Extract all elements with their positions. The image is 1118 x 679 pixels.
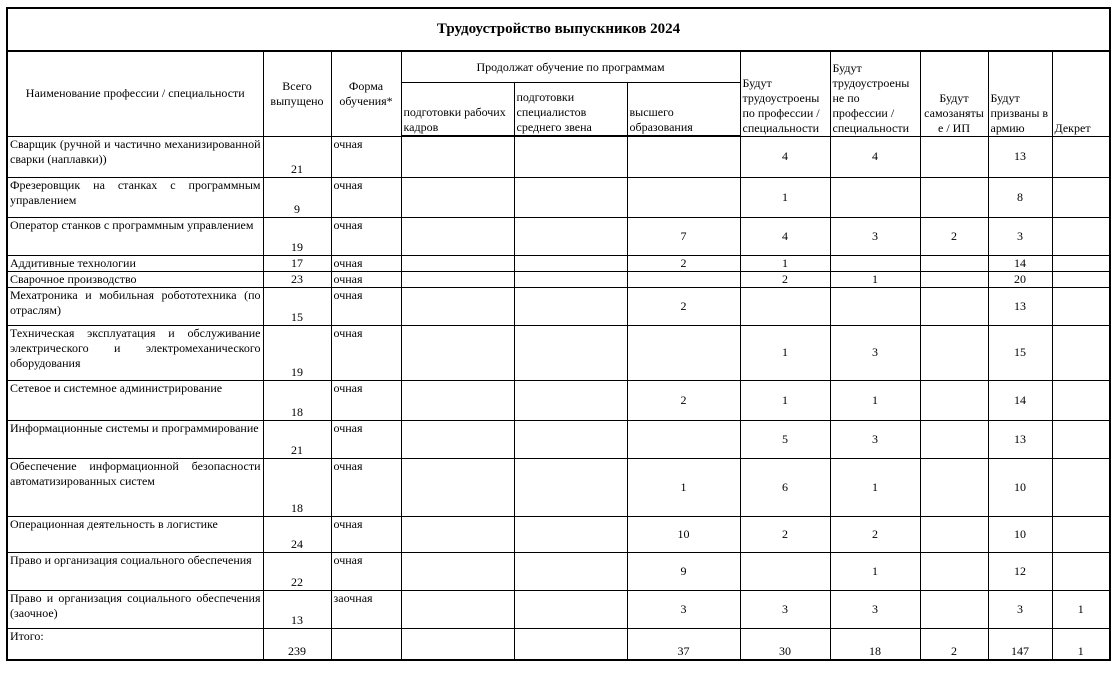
row-cont-higher: 3 [627, 590, 740, 628]
table-row [7, 380, 1110, 420]
row-army: 8 [988, 177, 1052, 217]
row-decree [1052, 217, 1110, 255]
header-cont-mid: подготовки специалистов среднего звена [514, 83, 627, 137]
row-study-form: очная [331, 380, 401, 420]
row-cont-mid [514, 177, 627, 217]
header-decree: Декрет [1052, 51, 1110, 136]
table-row [7, 590, 1110, 628]
row-cont-higher [627, 271, 740, 287]
row-total-graduates: 9 [263, 177, 331, 217]
row-self-employed [920, 255, 988, 271]
row-cont-higher: 2 [627, 255, 740, 271]
row-employed-out [830, 255, 920, 271]
table-row [7, 287, 1110, 325]
table-row [7, 271, 1110, 287]
row-study-form: очная [331, 136, 401, 177]
header-army: Будут призваны в армию [988, 51, 1052, 136]
header-self-employed: Будут самозаняты е / ИП [920, 51, 988, 136]
row-self-employed [920, 590, 988, 628]
row-name: Сварочное производство [7, 271, 263, 287]
row-cont-higher: 1 [627, 458, 740, 516]
row-study-form: очная [331, 458, 401, 516]
row-army: 20 [988, 271, 1052, 287]
row-employed-out: 3 [830, 325, 920, 380]
row-army: 13 [988, 287, 1052, 325]
row-name: Оператор станков с программным управлением [7, 217, 263, 255]
table-row [7, 217, 1110, 255]
row-total-graduates: 239 [263, 628, 331, 660]
row-employed-in: 1 [740, 177, 830, 217]
row-total-graduates: 19 [263, 325, 331, 380]
row-decree [1052, 136, 1110, 177]
row-cont-higher [627, 420, 740, 458]
row-self-employed [920, 516, 988, 552]
row-cont-higher: 37 [627, 628, 740, 660]
row-name: Фрезеровщик на станках с программным управлением [7, 177, 263, 217]
graduates-employment-table [6, 7, 1111, 661]
header-cont-higher: высшего образования [627, 83, 740, 137]
row-cont-mid [514, 420, 627, 458]
row-total-graduates: 15 [263, 287, 331, 325]
row-study-form: очная [331, 271, 401, 287]
row-army: 14 [988, 255, 1052, 271]
row-total-graduates: 13 [263, 590, 331, 628]
row-study-form: очная [331, 516, 401, 552]
row-cont-higher: 9 [627, 552, 740, 590]
row-cont-mid [514, 136, 627, 177]
row-employed-in: 3 [740, 590, 830, 628]
row-employed-out: 4 [830, 136, 920, 177]
row-employed-in: 1 [740, 325, 830, 380]
row-employed-out: 1 [830, 271, 920, 287]
row-decree: 1 [1052, 590, 1110, 628]
row-name: Сетевое и системное администрирование [7, 380, 263, 420]
row-employed-out: 3 [830, 590, 920, 628]
row-cont-workers [401, 177, 514, 217]
row-self-employed [920, 380, 988, 420]
row-cont-workers [401, 136, 514, 177]
row-self-employed [920, 420, 988, 458]
header-total: Всего выпущено [263, 51, 331, 136]
row-study-form: очная [331, 420, 401, 458]
row-total-graduates: 18 [263, 380, 331, 420]
row-army: 13 [988, 136, 1052, 177]
row-decree [1052, 287, 1110, 325]
row-army: 10 [988, 516, 1052, 552]
row-self-employed [920, 271, 988, 287]
report-sheet [6, 7, 1111, 661]
row-self-employed [920, 458, 988, 516]
row-self-employed [920, 287, 988, 325]
row-decree [1052, 177, 1110, 217]
row-cont-mid [514, 271, 627, 287]
row-army: 15 [988, 325, 1052, 380]
row-employed-out: 2 [830, 516, 920, 552]
row-total-graduates: 24 [263, 516, 331, 552]
header-cont-workers: подготовки рабочих кадров [401, 83, 514, 137]
row-self-employed: 2 [920, 628, 988, 660]
row-army: 13 [988, 420, 1052, 458]
row-cont-workers [401, 628, 514, 660]
header-continue-group: Продолжат обучение по программам [401, 51, 740, 83]
row-cont-mid [514, 325, 627, 380]
table-title: Трудоустройство выпускников 2024 [7, 8, 1110, 51]
header-employed-in: Будут трудоустроены по профессии / специальности [740, 51, 830, 136]
row-self-employed: 2 [920, 217, 988, 255]
row-decree [1052, 325, 1110, 380]
row-name: Итого: [7, 628, 263, 660]
row-decree [1052, 458, 1110, 516]
table-row [7, 325, 1110, 380]
row-cont-higher: 10 [627, 516, 740, 552]
table-row [7, 177, 1110, 217]
row-army: 3 [988, 217, 1052, 255]
row-employed-out [830, 287, 920, 325]
row-cont-workers [401, 590, 514, 628]
row-cont-higher: 2 [627, 380, 740, 420]
row-self-employed [920, 136, 988, 177]
row-name: Операционная деятельность в логистике [7, 516, 263, 552]
row-self-employed [920, 552, 988, 590]
header-form: Форма обучения* [331, 51, 401, 136]
row-total-graduates: 19 [263, 217, 331, 255]
row-decree [1052, 552, 1110, 590]
row-employed-out: 1 [830, 458, 920, 516]
row-cont-mid [514, 217, 627, 255]
row-study-form: очная [331, 217, 401, 255]
row-army: 147 [988, 628, 1052, 660]
row-cont-higher [627, 177, 740, 217]
row-employed-in: 2 [740, 516, 830, 552]
row-study-form: очная [331, 177, 401, 217]
row-employed-in: 1 [740, 255, 830, 271]
table-row [7, 458, 1110, 516]
row-cont-workers [401, 552, 514, 590]
row-decree [1052, 255, 1110, 271]
row-cont-mid [514, 628, 627, 660]
row-decree [1052, 516, 1110, 552]
row-total-graduates: 21 [263, 136, 331, 177]
row-name: Аддитивные технологии [7, 255, 263, 271]
header-name: Наименование профессии / специальности [7, 51, 263, 136]
row-employed-out: 3 [830, 420, 920, 458]
row-total-graduates: 17 [263, 255, 331, 271]
row-employed-in: 30 [740, 628, 830, 660]
row-total-graduates: 23 [263, 271, 331, 287]
row-cont-higher: 2 [627, 287, 740, 325]
table-row [7, 136, 1110, 177]
row-cont-mid [514, 590, 627, 628]
row-employed-out: 18 [830, 628, 920, 660]
row-total-graduates: 18 [263, 458, 331, 516]
row-cont-higher [627, 136, 740, 177]
row-decree: 1 [1052, 628, 1110, 660]
row-decree [1052, 271, 1110, 287]
header-employed-out: Будут трудоустроены не по профессии / специальности [830, 51, 920, 136]
row-army: 3 [988, 590, 1052, 628]
row-employed-in: 2 [740, 271, 830, 287]
row-study-form: заочная [331, 590, 401, 628]
row-cont-higher [627, 325, 740, 380]
row-name: Обеспечение информационной безопасности автоматизированных систем [7, 458, 263, 516]
table-row [7, 420, 1110, 458]
table-row [7, 516, 1110, 552]
row-army: 14 [988, 380, 1052, 420]
row-cont-workers [401, 380, 514, 420]
row-cont-mid [514, 552, 627, 590]
row-study-form: очная [331, 325, 401, 380]
row-employed-in: 4 [740, 217, 830, 255]
row-study-form [331, 628, 401, 660]
row-army: 10 [988, 458, 1052, 516]
row-study-form: очная [331, 255, 401, 271]
row-cont-higher: 7 [627, 217, 740, 255]
row-study-form: очная [331, 552, 401, 590]
row-name: Право и организация социального обеспечения (заочное) [7, 590, 263, 628]
row-name: Техническая эксплуатация и обслуживание электрического и электромеханического оборудования [7, 325, 263, 380]
row-cont-workers [401, 255, 514, 271]
row-employed-in [740, 287, 830, 325]
table-row [7, 255, 1110, 271]
row-decree [1052, 420, 1110, 458]
row-cont-workers [401, 420, 514, 458]
row-study-form: очная [331, 287, 401, 325]
row-employed-in: 5 [740, 420, 830, 458]
row-name: Сварщик (ручной и частично механизированной сварки (наплавки)) [7, 136, 263, 177]
row-name: Право и организация социального обеспечения [7, 552, 263, 590]
row-cont-mid [514, 255, 627, 271]
row-cont-mid [514, 287, 627, 325]
row-cont-workers [401, 271, 514, 287]
row-total-graduates: 21 [263, 420, 331, 458]
row-name: Информационные системы и программирование [7, 420, 263, 458]
row-cont-workers [401, 458, 514, 516]
row-employed-in: 1 [740, 380, 830, 420]
row-employed-out: 1 [830, 552, 920, 590]
row-cont-workers [401, 325, 514, 380]
row-self-employed [920, 325, 988, 380]
row-employed-out [830, 177, 920, 217]
row-self-employed [920, 177, 988, 217]
row-employed-out: 1 [830, 380, 920, 420]
row-cont-mid [514, 516, 627, 552]
row-cont-mid [514, 458, 627, 516]
row-cont-workers [401, 516, 514, 552]
row-name: Мехатроника и мобильная робототехника (по отраслям) [7, 287, 263, 325]
totals-row [7, 628, 1110, 660]
row-employed-in: 6 [740, 458, 830, 516]
row-employed-out: 3 [830, 217, 920, 255]
row-employed-in [740, 552, 830, 590]
row-total-graduates: 22 [263, 552, 331, 590]
row-cont-workers [401, 217, 514, 255]
row-army: 12 [988, 552, 1052, 590]
row-decree [1052, 380, 1110, 420]
row-cont-workers [401, 287, 514, 325]
row-employed-in: 4 [740, 136, 830, 177]
row-cont-mid [514, 380, 627, 420]
table-row [7, 552, 1110, 590]
